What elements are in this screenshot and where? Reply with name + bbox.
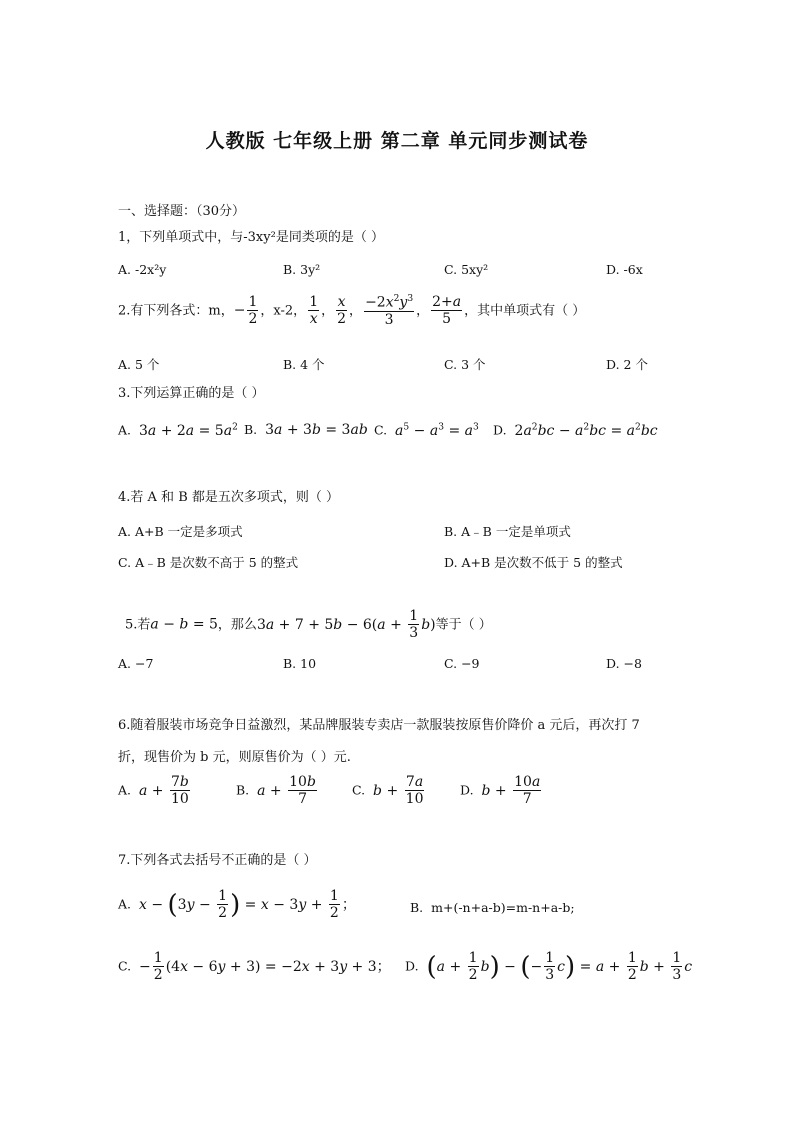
question-2-option-d: D. 2 个 [606, 357, 648, 372]
question-2-option-b: B. 4 个 [283, 357, 325, 372]
fraction-1-x: $\frac{1}{x}$ [309, 294, 319, 328]
question-6-stem-line1: 6.随着服装市场竞争日益激烈，某品牌服装专卖店一款服装按原售价降价 a 元后，再次打 7 [118, 718, 640, 733]
question-5-option-c: C. −9 [444, 656, 480, 671]
question-1-option-b: B. 3y² [283, 262, 321, 277]
question-1-option-d: D. -6x [606, 262, 643, 277]
question-6-option-a: A. a + $\frac{7b}{10}$ [118, 774, 189, 808]
fraction-x-2: $\frac{x}{2}$ [337, 294, 347, 328]
question-7-stem: 7.下列各式去括号不正确的是（ ） [118, 853, 317, 868]
question-2-suffix: ，其中单项式有（ ） [464, 303, 586, 319]
question-3-option-a: A. $3a + 2a = 5a^2$ [118, 422, 238, 439]
fraction-1-3: $\frac{1}{3}$ [409, 608, 419, 642]
question-2-option-c: C. 3 个 [444, 357, 486, 372]
question-1-stem: 1，下列单项式中，与-3xy²是同类项的是（ ） [118, 230, 384, 245]
question-6-stem-line2: 折，现售价为 b 元，则原售价为（ ）元. [118, 750, 351, 765]
question-3-option-c: C. $a^5 - a^3 = a^3$ [374, 422, 479, 439]
question-4-option-c: C. A﹣B 是次数不高于 5 的整式 [118, 555, 299, 570]
question-7-option-b-text: m+(-n+a-b)=m-n+a-b; [431, 900, 575, 915]
question-1-option-c: C. 5xy² [444, 262, 489, 277]
question-4-option-a: A. A+B 一定是多项式 [118, 524, 243, 539]
question-5-option-d: D. −8 [606, 656, 642, 671]
question-7-option-a: A. x − (3y − $\frac{1}{2}$ ) = x − 3y + $\frac{1}{2}$ ； [118, 888, 356, 922]
question-4-option-b: B. A﹣B 一定是单项式 [444, 524, 571, 539]
question-7-option-d: D. (a + $\frac{1}{2}$ b) − (− $\frac{1}{3}$ c) = a + $\frac{1}{2}$ b + $\frac{1}{3}$ c [405, 950, 693, 984]
question-3-stem: 3.下列运算正确的是（ ） [118, 386, 265, 401]
question-3-option-b: B. 3a + 3b = 3ab [244, 422, 368, 438]
question-6-option-d: D. b + $\frac{10a}{7}$ [460, 774, 541, 808]
question-5-option-b: B. 10 [283, 656, 317, 671]
page-title: 人教版 七年级上册 第二章 单元同步测试卷 [205, 130, 589, 152]
question-3-option-d: D. $2a^2bc - a^2bc = a^2bc$ [493, 422, 658, 439]
question-7-option-c: C. − $\frac{1}{2}$ (4x − 6y + 3) = −2x + 3y + 3； [118, 950, 391, 984]
question-7-option-b: B. m+(-n+a-b)=m-n+a-b; [410, 900, 575, 915]
question-6-option-b: B. a + $\frac{10b}{7}$ [236, 774, 316, 808]
question-5-stem: 5.若a − b = 5，那么3a + 7 + 5b − 6(a + $\frac{1}{3}$ b)等于（ ） [125, 608, 492, 642]
question-2-option-a: A. 5 个 [118, 357, 160, 372]
question-2-stem: 2.有下列各式：m，− $\frac{1}{2}$ ，x-2， $\frac{1}{x}$ ， $\frac{x}{2}$ ， $\frac{-2x^2y^3}{3}$ ， $\frac{2+a}{5}$ ，其中单项式有（ ） [118, 294, 586, 328]
question-5-option-a: A. −7 [118, 656, 154, 671]
fraction-2x2y3-3: $\frac{-2x^2y^3}{3}$ [365, 294, 414, 328]
section-heading: 一、选择题：（30分） [118, 204, 246, 219]
fraction-2a-5: $\frac{2+a}{5}$ [432, 294, 462, 328]
question-2-prefix: 2.有下列各式：m， [118, 303, 234, 319]
question-6-option-c: C. b + $\frac{7a}{10}$ [352, 774, 424, 808]
fraction-1-2: $\frac{1}{2}$ [248, 294, 258, 328]
question-4-option-d: D. A+B 是次数不低于 5 的整式 [444, 555, 623, 570]
question-1-option-a: A. -2x²y [118, 262, 167, 277]
question-4-stem: 4.若 A 和 B 都是五次多项式，则（ ） [118, 490, 340, 505]
